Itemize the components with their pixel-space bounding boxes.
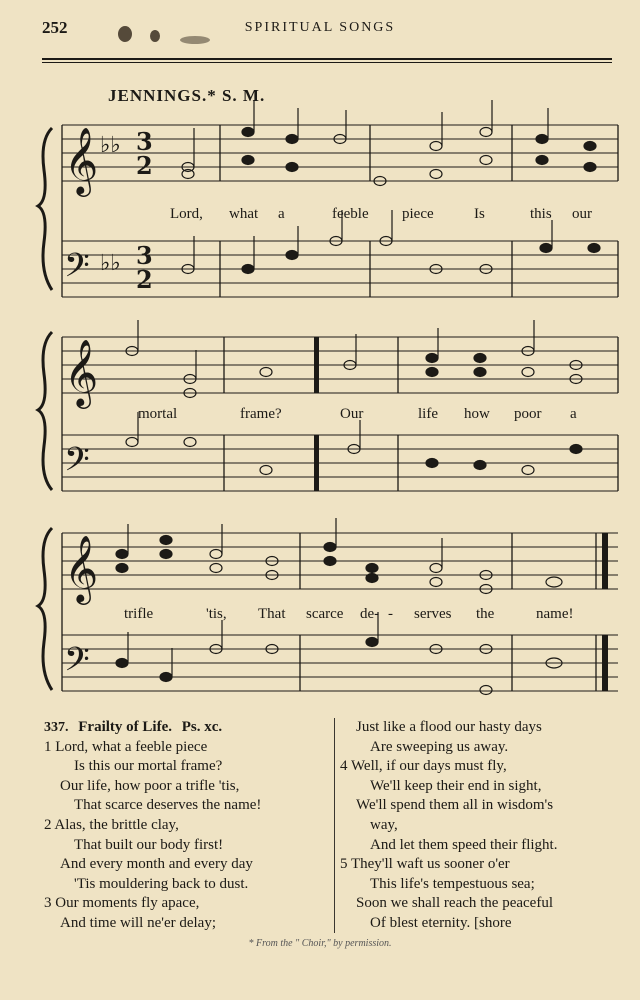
hymn-line: 'Tis mouldering back to dust. xyxy=(74,875,249,892)
running-title: SPIRITUAL SONGS xyxy=(244,20,396,35)
lyric-syllable: what xyxy=(229,206,259,222)
lyric-syllable: Is xyxy=(474,206,485,222)
time-signature: 2 xyxy=(136,265,153,294)
hymn-number: 337. xyxy=(44,720,69,735)
lyric-syllable: poor xyxy=(514,406,542,422)
lyric-syllable: Lord, xyxy=(170,206,203,222)
hymn-line: And let them speed their flight. xyxy=(370,836,558,853)
lyric-syllable: how xyxy=(464,406,490,422)
hymn-line: Are sweeping us away. xyxy=(370,738,509,755)
hymn-line: This life's tempestuous sea; xyxy=(370,875,535,892)
lyric-syllable: frame? xyxy=(240,406,282,422)
hymn-source: Ps. xc. xyxy=(181,719,223,735)
svg-text:𝄢: 𝄢 xyxy=(64,441,90,487)
page-number: 252 xyxy=(42,18,68,37)
hymn-line: Is this our mortal frame? xyxy=(74,758,223,775)
lyric-syllable: feeble xyxy=(332,206,369,222)
lyric-syllable: 'tis, xyxy=(206,606,227,622)
lyric-syllable: name! xyxy=(536,606,574,622)
lyric-syllable: de- xyxy=(360,606,380,622)
notes xyxy=(182,100,600,274)
hymn-line: Our life, how poor a trifle 'tis, xyxy=(60,777,240,794)
lyric-syllable: life xyxy=(418,406,438,422)
lyric-syllable: serves xyxy=(414,606,452,622)
lyric-syllable: this xyxy=(530,206,552,222)
svg-text:𝄞: 𝄞 xyxy=(64,534,99,602)
hymn-heading xyxy=(44,718,261,738)
lyric-syllable: a xyxy=(278,206,285,222)
hymn-line: 4 Well, if our days must fly, xyxy=(340,758,507,775)
lyric-syllable: That xyxy=(258,606,286,622)
lyric-syllable: mortal xyxy=(138,406,178,422)
hymn-line: Soon we shall reach the peaceful xyxy=(356,895,553,912)
hymn-line: 3 Our moments fly apace, xyxy=(44,895,200,912)
time-signature: 3 xyxy=(136,127,153,156)
hymn-line: 5 They'll waft us sooner o'er xyxy=(340,856,510,873)
stanza-lines xyxy=(340,718,557,934)
hymn-line: way, xyxy=(370,816,398,833)
lyric-syllable: Our xyxy=(340,406,364,422)
lyric-syllable: a xyxy=(570,406,577,422)
lyric-syllable: trifle xyxy=(124,606,154,622)
lyric-syllable: scarce xyxy=(306,606,344,622)
lyric-syllable: - xyxy=(388,606,393,622)
system-1 xyxy=(38,100,618,297)
treble-clef-icon: 𝄞 xyxy=(64,126,99,194)
lyrics-line-1 xyxy=(170,206,592,222)
time-signature: 3 xyxy=(136,241,153,270)
time-signature: 2 xyxy=(136,151,153,180)
hymn-line: And every month and every day xyxy=(60,856,253,873)
hymn-title: Frailty of Life. xyxy=(78,719,172,735)
hymn-line: That built our body first! xyxy=(74,836,224,853)
hymn-line: We'll spend them all in wisdom's xyxy=(356,797,554,814)
flat-icon: ♭♭ xyxy=(100,251,121,276)
bass-clef-icon: 𝄢 xyxy=(64,247,90,293)
flat-icon: ♭♭ xyxy=(100,133,121,158)
stanza-lines xyxy=(44,738,261,934)
tune-title: JENNINGS.* S. M. xyxy=(108,86,266,105)
column-divider xyxy=(334,718,335,933)
hymn-line: 1 Lord, what a feeble piece xyxy=(44,738,208,755)
hymn-line: That scarce deserves the name! xyxy=(74,797,262,814)
hymn-column-left xyxy=(44,718,261,934)
hymn-line: We'll keep their end in sight, xyxy=(370,777,542,794)
footnote: * From the " Choir," by permission. xyxy=(248,938,392,949)
system-3 xyxy=(38,518,618,695)
svg-text:𝄢: 𝄢 xyxy=(64,641,90,687)
hymn-line: Just like a flood our hasty days xyxy=(356,719,542,735)
lyric-syllable: our xyxy=(572,206,592,222)
hymn-line: 2 Alas, the brittle clay, xyxy=(44,816,179,833)
lyric-syllable: the xyxy=(476,606,495,622)
lyrics-line-3 xyxy=(124,606,573,622)
lyric-syllable: piece xyxy=(402,206,434,222)
system-2 xyxy=(38,320,618,491)
hymn-column-right xyxy=(340,718,557,934)
svg-text:𝄞: 𝄞 xyxy=(64,338,99,406)
hymn-line: And time will ne'er delay; xyxy=(60,914,216,931)
brace xyxy=(38,128,52,290)
hymn-line: Of blest eternity. [shore xyxy=(370,914,512,931)
lyrics-line-2 xyxy=(138,406,577,422)
